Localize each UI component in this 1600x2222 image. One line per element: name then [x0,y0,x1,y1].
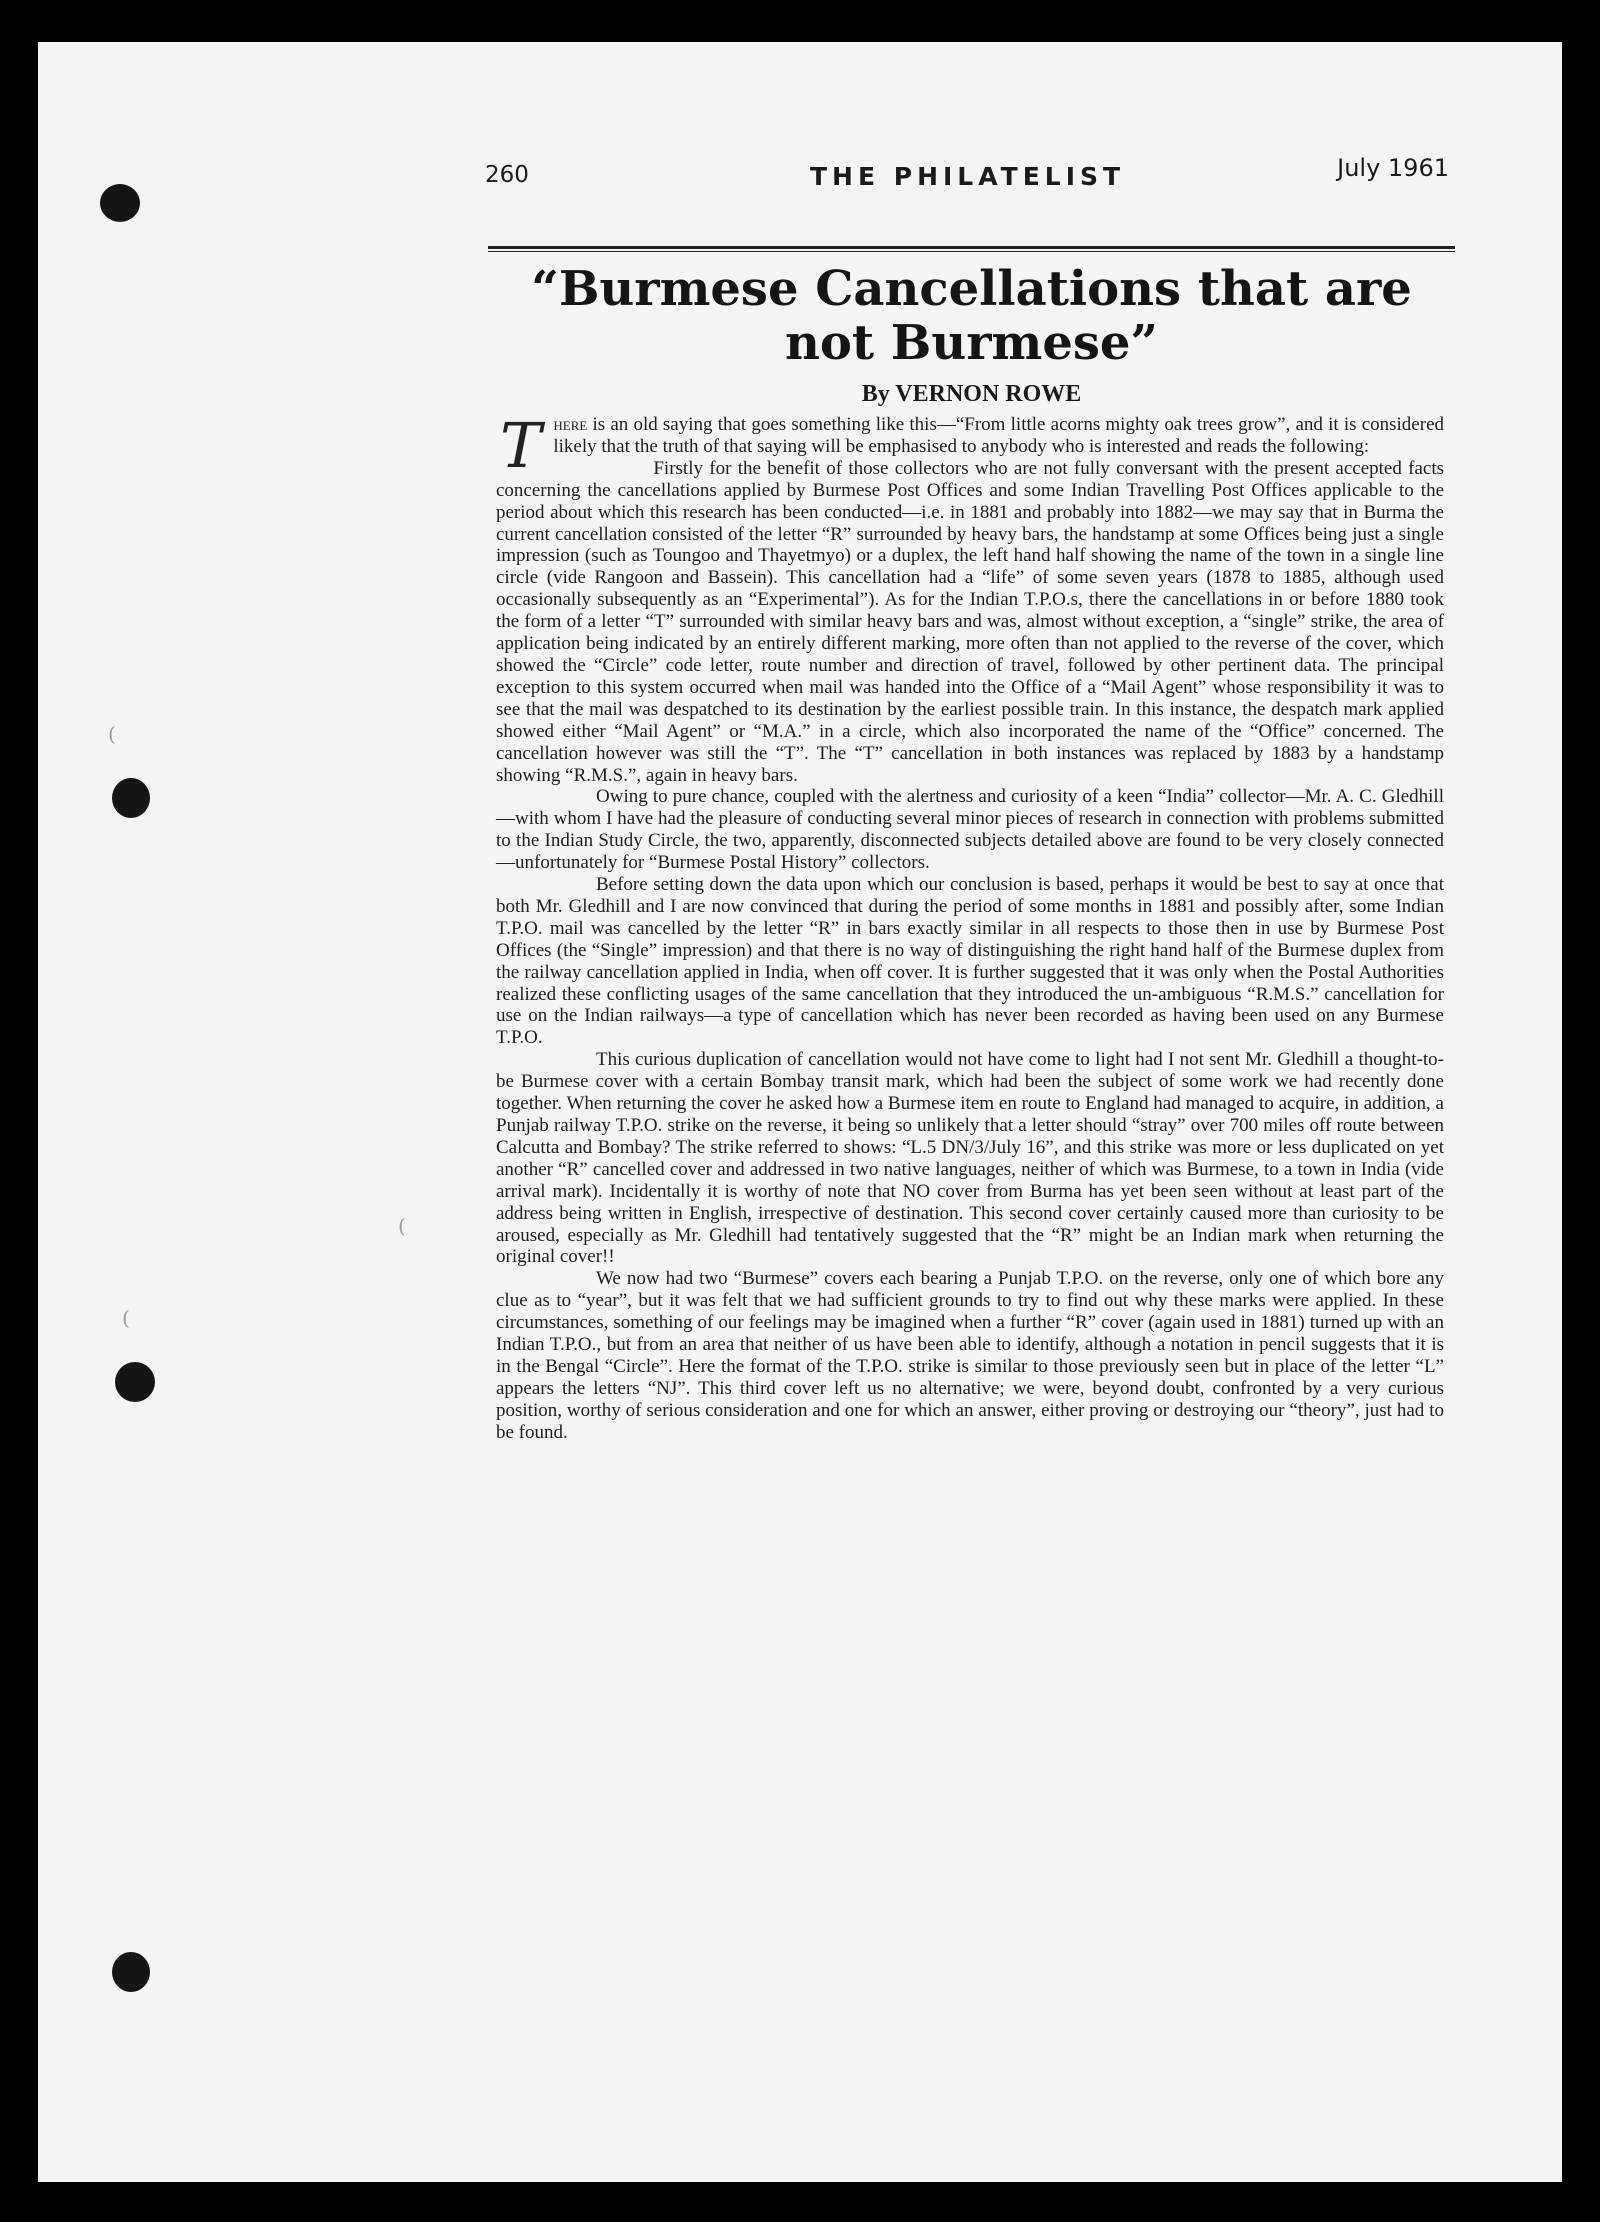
byline: By VERNON ROWE [861,381,1082,407]
punch-hole [100,184,140,222]
paragraph: We now had two “Burmese” covers each bearing a Punjab T.P.O. on the reverse, only one of which bore any clue as to “year”, but it was felt that we had sufficient grounds to try to find out why these marks were applied. In these circumstances, something of our feelings may be imagined when a further “R” cover (again used in 1881) turned up with an Indian T.P.O., but from an area that neither of us have been able to identify, although a notation in pencil suggests that it is in the Bengal “Circle”. Here the format of the T.P.O. strike is similar to those previously seen but in place of the letter “L” appears the letters “NJ”. This third cover left us no alternative; we were, beyond doubt, confronted by a very curious position, worthy of serious consideration and one for which an answer, either proving or destroying our “theory”, just had to be found. [496,1268,1444,1443]
lead-text: is an old saying that goes something like this—“From little acorns mighty oak trees grow”, and it is considered likely that the truth of that saying will be emphasised to anybody who is interested and reads the following: [553,414,1444,457]
lead-paragraph [496,409,1444,482]
drop-cap: T [500,409,542,482]
punch-hole [112,778,150,818]
punch-hole [112,1952,150,1992]
article-title [488,262,1455,370]
page-number: 260 [485,162,529,188]
article-body [496,409,1444,1444]
paragraph: This curious duplication of cancellation would not have come to light had I not sent Mr. Gledhill a thought-to-be Burmese cover with a certain Bombay transit mark, which had been the subject of some work we had recently done together. When returning the cover he asked how a Burmese item en route to England had managed to acquire, in addition, a Punjab railway T.P.O. strike on the reverse, it being so unlikely that a letter should “stray” over 700 miles off route between Calcutta and Bombay? The strike referred to shows: “L.5 DN/3/July 16”, and this strike was more or less duplicated on yet another “R” cancelled cover and addressed in two native languages, neither of which was Burmese, to a town in India (vide arrival mark). Incidentally it is worthy of note that NO cover from Burma has yet been seen without at least part of the address being written in English, irrespective of destination. This second cover certainly caused more than curiosity to be aroused, especially as Mr. Gledhill had tentatively suggested that the “R” might be an Indian mark when returning the original cover!! [496,1049,1444,1268]
paragraph: Owing to pure chance, coupled with the alertness and curiosity of a keen “India” collector—Mr. A. C. Gledhill—with whom I have had the pleasure of conducting several minor pieces of research in connection with problems submitted to the Indian Study Circle, the two, apparently, disconnected subjects detailed above are found to be very closely connected—unfortunately for “Burmese Postal History” collectors. [496,786,1444,874]
issue-date: July 1961 [1337,154,1449,182]
punch-hole [115,1362,155,1402]
article-title-line-1: “Burmese Cancellations that are [531,261,1412,317]
header-rule-thick [488,246,1455,249]
scan-mark: ( [122,1306,130,1330]
running-header [485,150,1455,194]
scan-mark: ( [398,1214,406,1238]
scan-mark: ( [108,722,116,746]
paragraph: Before setting down the data upon which our conclusion is based, perhaps it would be best to say at once that both Mr. Gledhill and I are now convinced that during the period of some months in 1881 and possibly after, some Indian T.P.O. mail was cancelled by the letter “R” in bars exactly similar in all respects to those then in use by Burmese Post Offices (the “Single” impression) and that there is no way of distinguishing the right hand half of the Burmese duplex from the railway cancellation applied in India, when off cover. It is further suggested that it was only when the Postal Authorities realized these conflicting usages of the same cancellation that they introduced the un-ambiguous “R.M.S.” cancellation for use on the Indian railways—a type of cancellation which has never been recorded as having been used on any Burmese T.P.O. [496,874,1444,1049]
article-title-line-2: not Burmese” [784,315,1159,371]
journal-title: THE PHILATELIST [810,162,1126,191]
header-rule-thin [488,251,1455,252]
lead-smallcaps: here [553,414,588,435]
paragraph: Firstly for the benefit of those collectors who are not fully conversant with the present accepted facts concerning the cancellations applied by Burmese Post Offices and some Indian Travelling Post Offices applicable to the period about which this research has been conducted—i.e. in 1881 and probably into 1882—we may say that in Burma the current cancellation consisted of the letter “R” surrounded by heavy bars, the handstamp at some Offices being just a single impression (such as Toungoo and Thayetmyo) or a duplex, the left hand half showing the name of the town in a single line circle (vide Rangoon and Bassein). This cancellation had a “life” of some seven years (1878 to 1885, although used occasionally subsequently as an “Experimental”). As for the Indian T.P.O.s, there the cancellations in or before 1880 took the form of a letter “T” surrounded with similar heavy bars and was, almost without exception, a “single” strike, the area of application being indicated by an entirely different marking, more often than not applied to the reverse of the cover, which showed the “Circle” code letter, route number and direction of travel, followed by other pertinent data. The principal exception to this system occurred when mail was handed into the Office of a “Mail Agent” whose responsibility it was to see that the mail was despatched to its destination by the earliest possible train. In this instance, the despatch mark applied showed either “Mail Agent” or “M.A.” in a circle, which also incorporated the name of the “Office” concerned. The cancellation however was still the “T”. The “T” cancellation in both instances was replaced by 1883 by a handstamp showing “R.M.S.”, again in heavy bars. [496,457,1444,786]
